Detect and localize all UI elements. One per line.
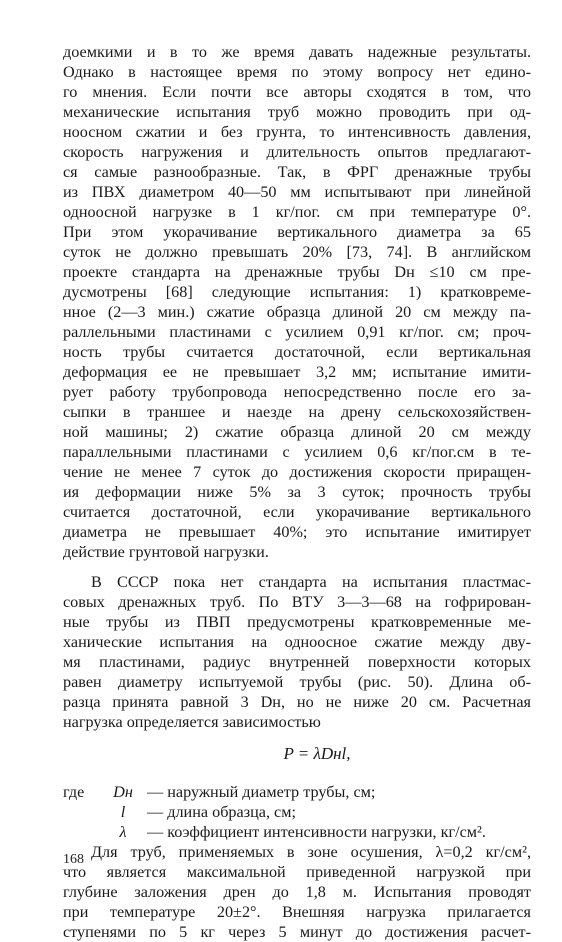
text-line: рует работу трубопровода непосредственно после его за-: [63, 383, 531, 401]
page-number: 168: [63, 852, 84, 867]
text-line: из ПВХ диаметром 40—50 мм испытывают при линейной: [63, 183, 531, 201]
text-line: суток не должно превышать 20% [73, 74]. В английском: [63, 243, 531, 261]
text-line: диаметра не превышает 40%; это испытание имитирует: [63, 523, 531, 541]
text-line: равен диаметру испытуемой трубы (рис. 50). Длина об-: [63, 673, 531, 691]
text-line: чение не менее 7 суток до достижения скорости приращен-: [63, 463, 531, 481]
formula: P = λDнl,: [283, 744, 351, 763]
text-line: скорость нагружения и длительность опытов предлагают-: [63, 143, 531, 161]
text-line: нное (2—3 мин.) сжатие образца длиной 20 см между па-: [63, 303, 531, 321]
text-line: при температуре 20±2°. Внешняя нагрузка прилагается: [63, 903, 531, 921]
text-line: дусмотрены [68] следующие испытания: 1) кратковреме-: [63, 283, 531, 301]
text-line: одноосной нагрузке в 1 кг/пог. см при температуре 0°.: [63, 203, 531, 221]
text-line: В СССР пока нет стандарта на испытания пластмас-: [91, 573, 531, 591]
text-line: считается достаточной, если укорачивание вертикального: [63, 503, 531, 521]
definition-symbol: l: [120, 803, 126, 821]
text-line: механические испытания труб можно проводить при од-: [63, 103, 531, 121]
text-line: ия деформации ниже 5% за 3 суток; прочность трубы: [63, 483, 531, 501]
text-line: ность трубы считается достаточной, если вертикальная: [63, 343, 531, 361]
text-line: что является максимальной приведенной нагрузкой при: [63, 863, 531, 881]
text-line: мя пластинами, радиус внутренней поверхности которых: [63, 653, 531, 671]
definition-symbol: Dн: [113, 783, 133, 801]
text-line: разца принята равной 3 Dн, но не ниже 20 см. Расчетная: [63, 693, 531, 711]
text-line: При этом укорачивание вертикального диаметра за 65: [63, 223, 531, 241]
definition-row-2: [63, 822, 531, 842]
where-label: где: [63, 783, 85, 801]
definition-text: — коэффициент интенсивности нагрузки, кг/см².: [147, 823, 486, 841]
text-line: проекте стандарта на дренажные трубы Dн ≤10 см пре-: [63, 263, 531, 281]
definition-text: — длина образца, см;: [147, 803, 296, 821]
definition-text: — наружный диаметр трубы, см;: [147, 783, 376, 801]
text-line: нагрузка определяется зависимостью: [63, 713, 321, 731]
text-line: го мнения. Если почти все авторы сходятся в том, что: [63, 83, 531, 101]
text-line: раллельными пластинами с усилием 0,91 кг/пог. см; проч-: [63, 323, 531, 341]
definitions: [63, 782, 531, 842]
definition-symbol: λ: [119, 823, 127, 841]
paragraph-gap: [63, 562, 531, 572]
text-line: ханические испытания на одноосное сжатие между дву-: [63, 633, 531, 651]
paragraph-1: [63, 42, 531, 562]
text-line: глубине заложения дрен до 1,8 м. Испытания проводят: [63, 883, 531, 901]
text-line: ные трубы из ПВП предусмотрены кратковременные ме-: [63, 613, 531, 631]
text-line: Однако в настоящее время по этому вопросу нет едино-: [63, 63, 531, 81]
definition-row-1: [63, 802, 531, 822]
definition-row-0: [63, 782, 531, 802]
text-line: совых дренажных труб. По ВТУ 3—3—68 на гофрирован-: [63, 593, 531, 611]
text-line: деформация ее не превышает 3,2 мм; испытание имити-: [63, 363, 531, 381]
text-line: сыпки в траншее и наезде на дрену сельскохозяйствен-: [63, 403, 531, 421]
text-line: параллельными пластинами с усилием 0,6 кг/пог.см в те-: [63, 443, 531, 461]
text-line: действие грунтовой нагрузки.: [63, 543, 269, 561]
text-line: Для труб, применяемых в зоне осушения, λ=0,2 кг/см²,: [91, 843, 531, 861]
text-line: ступенями по 5 кг через 5 минут до достижения расчет-: [63, 923, 531, 941]
text-line: ной машины; 2) сжатие образца длиной 20 см между: [63, 423, 531, 441]
paragraph-3: [63, 842, 531, 942]
text-line: ноосном сжатии и без грунта, то интенсивность давления,: [63, 123, 531, 141]
paragraph-2: [63, 572, 531, 732]
text-line: ся самые разнообразные. Так, в ФРГ дренажные трубы: [63, 163, 531, 181]
text-line: доемкими и в то же время давать надежные результаты.: [63, 43, 531, 61]
page-body: [63, 42, 531, 942]
